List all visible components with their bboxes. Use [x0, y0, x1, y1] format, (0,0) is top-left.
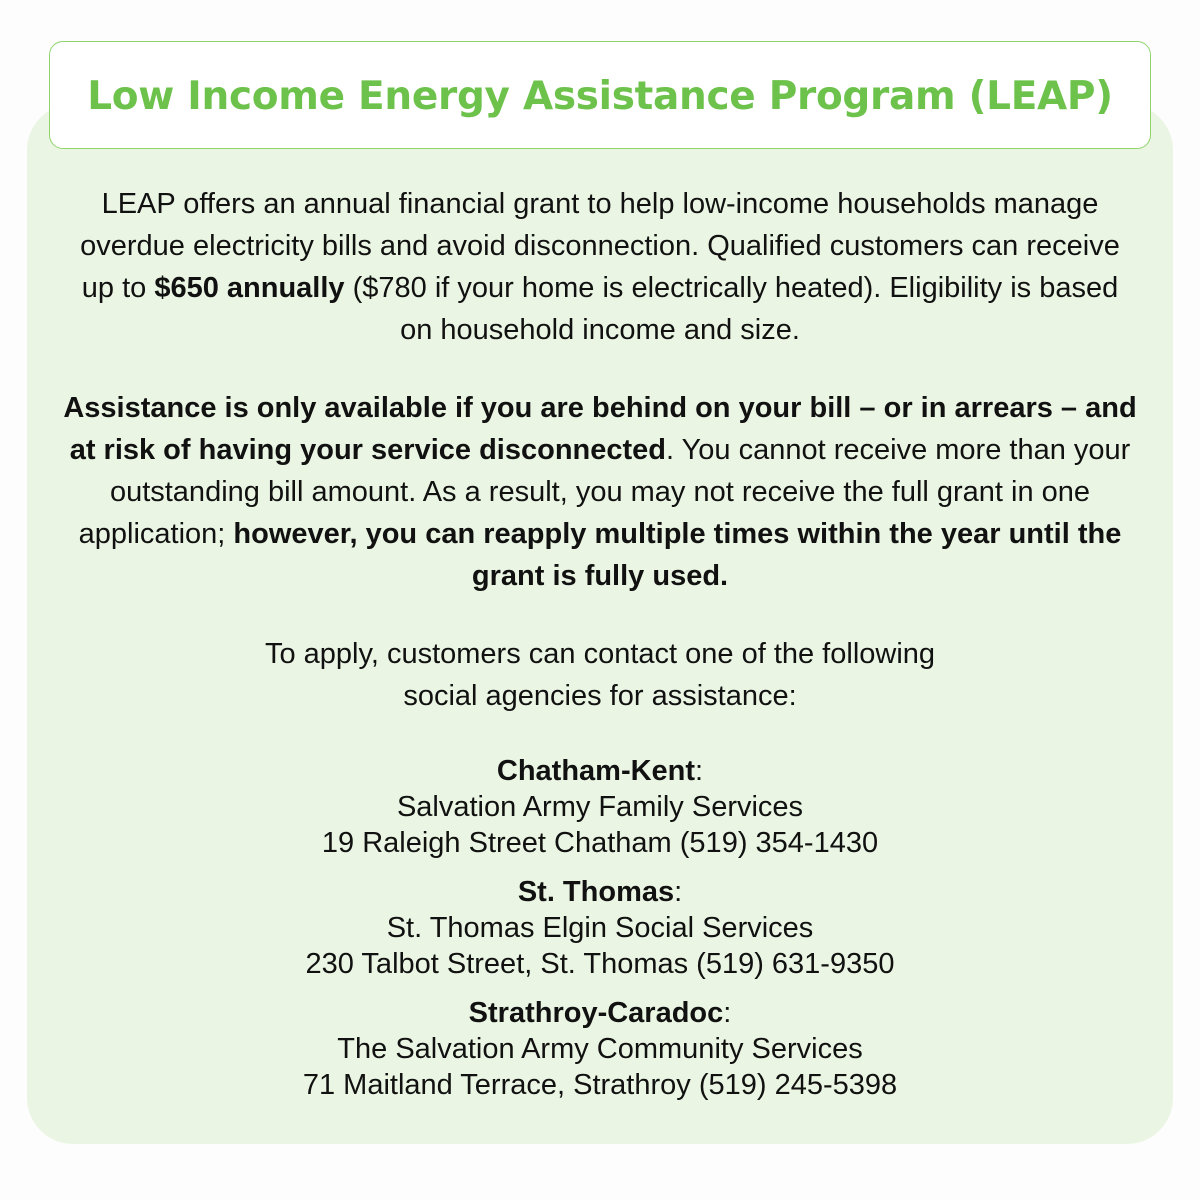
agency-address: 71 Maitland Terrace, Strathroy (519) 245-5398 — [302, 1069, 898, 1101]
page-title: Low Income Energy Assistance Program (LEAP) — [87, 73, 1113, 119]
agency-st-thomas — [60, 874, 1140, 982]
notice-text: . You cannot receive more than your outstanding bill amount. As a result, you may not receive the full grant in one application; — [78, 434, 1131, 550]
agency-chatham-kent — [60, 753, 1140, 861]
region-colon: : — [674, 876, 683, 908]
agency-name: Salvation Army Family Services — [396, 791, 804, 823]
agency-address: 19 Raleigh Street Chatham (519) 354-1430 — [321, 827, 879, 859]
intro-paragraph — [60, 183, 1140, 351]
region-colon: : — [695, 755, 704, 787]
eligibility-notice — [60, 387, 1140, 597]
title-box — [49, 41, 1151, 149]
card-content — [60, 183, 1140, 1116]
agency-region: Chatham-Kent — [496, 755, 696, 787]
intro-text-1: LEAP offers an annual financial grant to help low-income households manage overdue electricity bills and avoid disconnection. Qualified customers can receive up to — [80, 188, 1120, 304]
agency-address: 230 Talbot Street, St. Thomas (519) 631-9350 — [305, 948, 895, 980]
agency-list — [60, 753, 1140, 1103]
arrears-requirement: Assistance is only available if you are behind on your bill – or in arrears – and at risk of having your service disconnected — [63, 392, 1137, 466]
apply-instructions: To apply, customers can contact one of the following social agencies for assistance: — [264, 638, 936, 712]
agency-strathroy-caradoc — [60, 995, 1140, 1103]
region-colon: : — [723, 997, 732, 1029]
agency-name: The Salvation Army Community Services — [337, 1033, 863, 1065]
agency-name: St. Thomas Elgin Social Services — [386, 912, 814, 944]
agency-region: St. Thomas — [517, 876, 675, 908]
intro-text-2: ($780 if your home is electrically heated). Eligibility is based on household income and size. — [344, 272, 1119, 346]
agency-region: Strathroy-Caradoc — [468, 997, 724, 1029]
reapply-note: however, you can reapply multiple times within the year until the grant is fully used. — [233, 518, 1122, 592]
grant-amount: $650 annually — [154, 272, 345, 304]
